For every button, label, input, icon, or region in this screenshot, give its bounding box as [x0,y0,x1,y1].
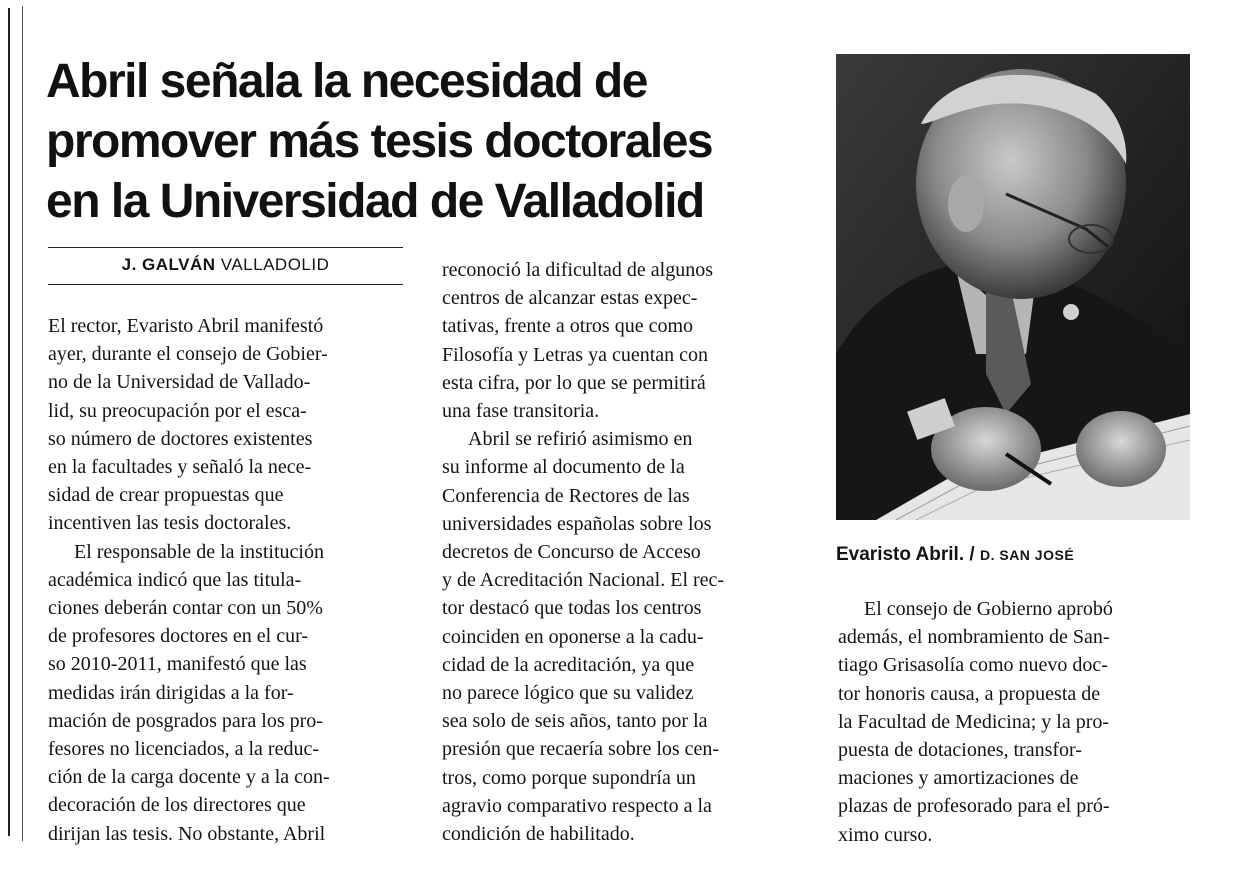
text-line: decoración de los directores que [48,794,306,817]
text-line: coinciden en oponerse a la cadu- [442,625,704,648]
byline-location: VALLADOLID [220,255,330,274]
text-line: incentiven las tesis doctorales. [48,512,292,535]
page-margin-rule [22,6,23,841]
text-line: El consejo de Gobierno aprobó [864,598,1113,620]
text-line: El responsable de la institución [74,540,324,563]
headline-line: Abril señala la necesidad de [46,55,647,108]
byline [48,255,403,275]
text-line: reconoció la dificultad de algunos [442,259,714,281]
article-column-3 [838,595,1196,849]
headline-line: en la Universidad de Valladolid [46,175,704,228]
text-line: medidas irán dirigidas a la for- [48,681,294,704]
text-line: so 2010-2011, manifestó que las [48,653,307,676]
byline-bottom-rule [48,284,403,285]
text-line: El rector, Evaristo Abril manifestó [48,315,324,337]
text-line: universidades españolas sobre los [442,512,712,535]
text-line: ción de la carga docente y a la con- [48,766,330,789]
text-line: no parece lógico que su validez [442,682,694,705]
text-line: tor honoris causa, a propuesta de [838,682,1101,705]
text-line: presión que recaería sobre los cen- [442,738,720,761]
article-column-1 [48,312,408,848]
text-line: su informe al documento de la [442,456,685,479]
text-line: tor destacó que todas los centros [442,597,702,620]
text-line: sea solo de seis años, tanto por la [442,710,708,733]
caption-name: Evaristo Abril. [836,544,965,565]
text-line: cidad de la acreditación, ya que [442,653,695,676]
text-line: esta cifra, por lo que se permitirá [442,371,706,394]
text-line: académica indicó que las titula- [48,568,302,591]
text-line: fesores no licenciados, a la reduc- [48,738,319,761]
page-margin-rule [8,8,10,836]
text-line: Abril se refirió asimismo en [468,428,693,451]
text-line: Conferencia de Rectores de las [442,484,690,507]
text-line: agravio comparativo respecto a la [442,794,712,817]
text-line: lid, su preocupación por el esca- [48,399,307,422]
text-line: además, el nombramiento de San- [838,626,1110,649]
text-line: condición de habilitado. [442,823,635,846]
byline-top-rule [48,247,403,248]
text-line: mación de posgrados para los pro- [48,709,323,732]
text-line: so número de doctores existentes [48,427,313,450]
text-line: la Facultad de Medicina; y la pro- [838,710,1110,733]
text-line: y de Acreditación Nacional. El rec- [442,569,725,592]
caption-separator: / [969,544,975,565]
text-line: dirijan las tesis. No obstante, Abril [48,822,326,845]
caption-credit: D. SAN JOSÉ [979,547,1075,563]
text-line: sidad de crear propuestas que [48,484,284,507]
text-line: de profesores doctores en el cur- [48,625,309,648]
text-line: Filosofía y Letras ya cuentan con [442,343,709,366]
text-line: en la facultades y señaló la nece- [48,456,312,479]
text-line: no de la Universidad de Vallado- [48,371,311,394]
text-line: ciones deberán contar con un 50% [48,597,323,620]
text-line: tiago Grisasolía como nuevo doc- [838,654,1108,677]
text-line: tros, como porque supondría un [442,766,696,789]
text-line: centros de alcanzar estas expec- [442,287,698,310]
text-line: maciones y amortizaciones de [838,767,1079,790]
text-line: ayer, durante el consejo de Gobier- [48,343,328,366]
headline-line: promover más tesis doctorales [46,115,713,168]
headline [46,52,806,232]
text-line: decretos de Concurso de Acceso [442,541,701,564]
article-column-2 [442,256,802,848]
photo-caption [836,544,1074,566]
text-line: una fase transitoria. [442,400,600,423]
article-photo [836,54,1190,520]
text-line: plazas de profesorado para el pró- [838,795,1110,818]
text-line: puesta de dotaciones, transfor- [838,739,1082,762]
text-line: tativas, frente a otros que como [442,315,694,338]
byline-author: J. GALVÁN [121,255,216,274]
text-line: ximo curso. [838,823,933,846]
